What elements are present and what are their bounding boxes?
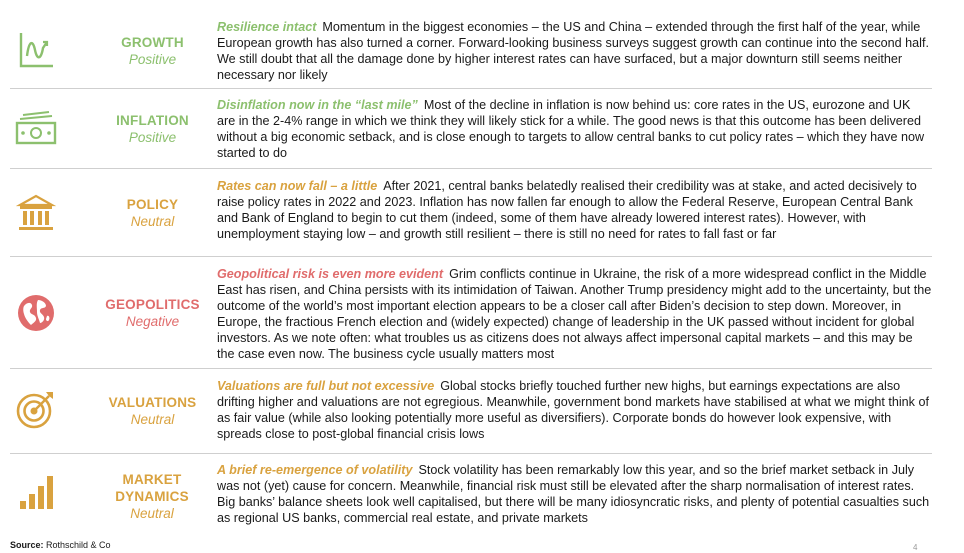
row-market-dynamics <box>10 454 932 534</box>
source-label: Source: <box>10 540 44 550</box>
target-icon <box>10 387 62 431</box>
row-headline: Rates can now fall – a little <box>217 179 378 193</box>
row-body: Global stocks briefly touched further new highs, but earnings expectations are also drifting higher and valuations are not egregious. Meanwhile, government bond markets have stabilised at what we might think of as fair value (while also looking potentially more useful as diversifiers). Corporate bonds do however look expensive, with spreads close to post-global financial crisis lows <box>217 379 929 441</box>
row-growth <box>10 18 932 89</box>
banknote-icon <box>10 107 62 151</box>
row-status: Neutral <box>130 412 175 427</box>
growth-chart-icon <box>10 28 62 72</box>
row-status: Negative <box>125 314 180 329</box>
row-body: Most of the decline in inflation is now behind us: core rates in the US, eurozone and UK are in the 2-4% range in which we think they will likely stick for a while. The good news is that this outcome has been delivered without a big economic setback, and is close enough to targets to allow central banks to cut policy rates – which they have now started to do <box>217 98 925 160</box>
row-label <box>80 394 225 428</box>
row-headline: Geopolitical risk is even more evident <box>217 267 444 281</box>
row-text <box>217 463 932 527</box>
source-value: Rothschild & Co <box>46 540 111 550</box>
bar-chart-icon <box>10 470 62 514</box>
row-text <box>217 179 932 243</box>
row-label <box>92 471 212 522</box>
source-note <box>10 540 111 550</box>
row-status: Neutral <box>130 506 174 521</box>
row-status: Positive <box>128 52 177 67</box>
row-text <box>217 98 932 162</box>
row-headline: Resilience intact <box>217 20 317 34</box>
row-inflation <box>10 89 932 169</box>
row-headline: Valuations are full but not excessive <box>217 379 435 393</box>
row-body: Stock volatility has been remarkably low this year, and so the brief market setback in July was not (yet) cause for concern. Meanwhile, financial risk must still be elevated after the sharp normalisation of interest rates. Big banks’ balance sheets look well capitalised, but there will be many idiosyncratic risks, and plenty of potential casualties such as regional US banks, commercial real estate, and private markets <box>217 463 930 525</box>
row-geopolitics <box>10 257 932 369</box>
globe-icon <box>10 291 62 335</box>
row-label <box>80 34 225 68</box>
row-body: Momentum in the biggest economies – the US and China – extended through the first half of the year, while European growth has also turned a corner. Forward-looking business surveys suggest growth can continue into the second half. We still doubt that all the damage done by higher interest rates can have surfaced, but a major downturn still seems neither necessary nor likely <box>217 20 929 82</box>
row-text <box>217 379 932 443</box>
row-name: POLICY <box>126 197 179 212</box>
row-body: After 2021, central banks belatedly realised their credibility was at stake, and acted decisively to raise policy rates in 2022 and 2023. Inflation has now fallen far enough to allow the Federal Reserve, European Central Bank and Bank of England to begin to cut them (indeed, some of them have already lowered interest rates). However, with unemployment staying low – and growth still resilient – there is still no need for rates to fall fast or far <box>217 179 917 241</box>
row-name: MARKET DYNAMICS <box>115 472 189 504</box>
row-status: Neutral <box>130 214 175 229</box>
row-label <box>80 296 225 330</box>
row-valuations <box>10 369 932 454</box>
row-text <box>217 20 932 84</box>
row-policy <box>10 169 932 257</box>
bank-building-icon <box>10 191 62 235</box>
row-name: INFLATION <box>116 113 189 128</box>
page-number: 4 <box>913 543 918 552</box>
row-name: GEOPOLITICS <box>105 297 200 312</box>
row-text <box>217 267 932 362</box>
row-label <box>80 196 225 230</box>
row-body: Grim conflicts continue in Ukraine, the risk of a more widespread conflict in the Middle East has risen, and China persists with its intimidation of Taiwan. Another Trump presidency might add to the uncertainty, but the outcome of the world’s most important election appears to be a closer call after Biden’s decision to step down. Moreover, in Europe, the fractious French election and (widely expected) change of leadership in the UK passed without incident for global investors. As we note often: what troubles us as citizens does not always affect impersonal capital markets – and this may be the case even now. The business cycle usually matters most <box>217 267 932 361</box>
row-label <box>80 112 225 146</box>
row-status: Positive <box>128 130 177 145</box>
row-headline: Disinflation now in the “last mile” <box>217 98 418 112</box>
row-headline: A brief re-emergence of volatility <box>217 463 413 477</box>
row-name: GROWTH <box>121 35 184 50</box>
row-name: VALUATIONS <box>108 395 197 410</box>
